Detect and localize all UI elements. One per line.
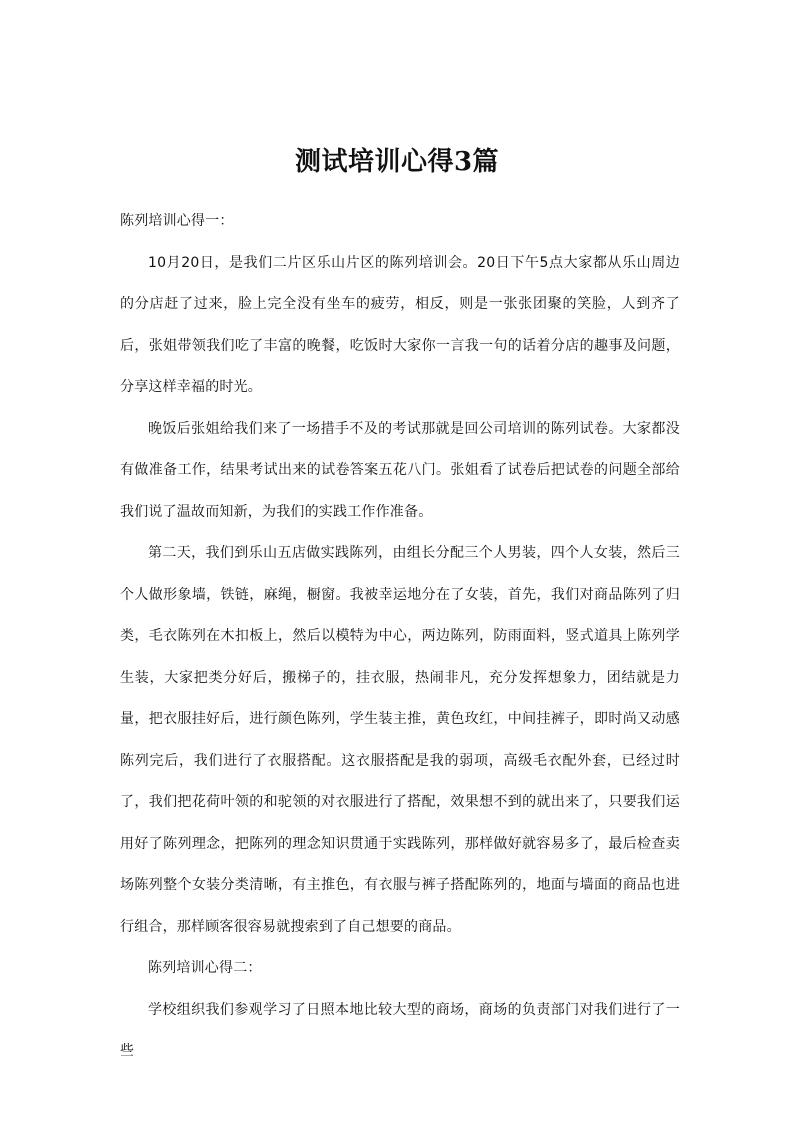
document-title: 测试培训心得3篇: [294, 147, 500, 178]
paragraph-2: 晚饭后张姐给我们来了一场措手不及的考试那就是回公司培训的陈列试卷。大家都没有做准备工作，结果考试出来的试卷答案五花八门。张姐看了试卷后把试卷的问题全部给我们说了温故而知新，为我们的实践工作作准备。: [120, 420, 680, 520]
section-heading-2: 陈列培训心得二：: [148, 960, 262, 976]
paragraph-4: 学校组织我们参观学习了日照本地比较大型的商场，商场的负责部门对我们进行了一些: [120, 1001, 680, 1059]
paragraph-1: 10月20日，是我们二片区乐山片区的陈列培训会。20日下午5点大家都从乐山周边的分店赶了过来，脸上完全没有坐车的疲劳，相反，则是一张张团聚的笑脸，人到齐了后，张姐带领我们吃了丰富的晚餐，吃饭时大家你一言我一句的话着分店的趣事及问题，分享这样幸福的时光。: [120, 254, 680, 395]
document-body: [120, 201, 680, 1073]
paragraph-3: 第二天，我们到乐山五店做实践陈列，由组长分配三个人男装，四个人女装，然后三个人做形象墙，铁链，麻绳，橱窗。我被幸运地分在了女装，首先，我们对商品陈列了归类，毛衣陈列在木扣板上，然后以模特为中心，两边陈列，防雨面料，竖式道具上陈列学生装，大家把类分好后，搬梯子的，挂衣服，热闹非凡，充分发挥想象力，团结就是力量，把衣服挂好后，进行颜色陈列，学生装主推，黄色玫红，中间挂裤子，即时尚又动感陈列完后，我们进行了衣服搭配。这衣服搭配是我的弱项，高级毛衣配外套，已经过时了，我们把花荷叶领的和驼领的对衣服进行了搭配，效果想不到的就出来了，只要我们运用好了陈列理念，把陈列的理念知识贯通于实践陈列，那样做好就容易多了，最后检查卖场陈列整个女装分类清晰，有主推色，有衣服与裤子搭配陈列的，地面与墙面的商品也进行组合，那样顾客很容易就搜索到了自己想要的商品。: [120, 545, 680, 935]
section-heading-1: 陈列培训心得一：: [120, 213, 234, 229]
